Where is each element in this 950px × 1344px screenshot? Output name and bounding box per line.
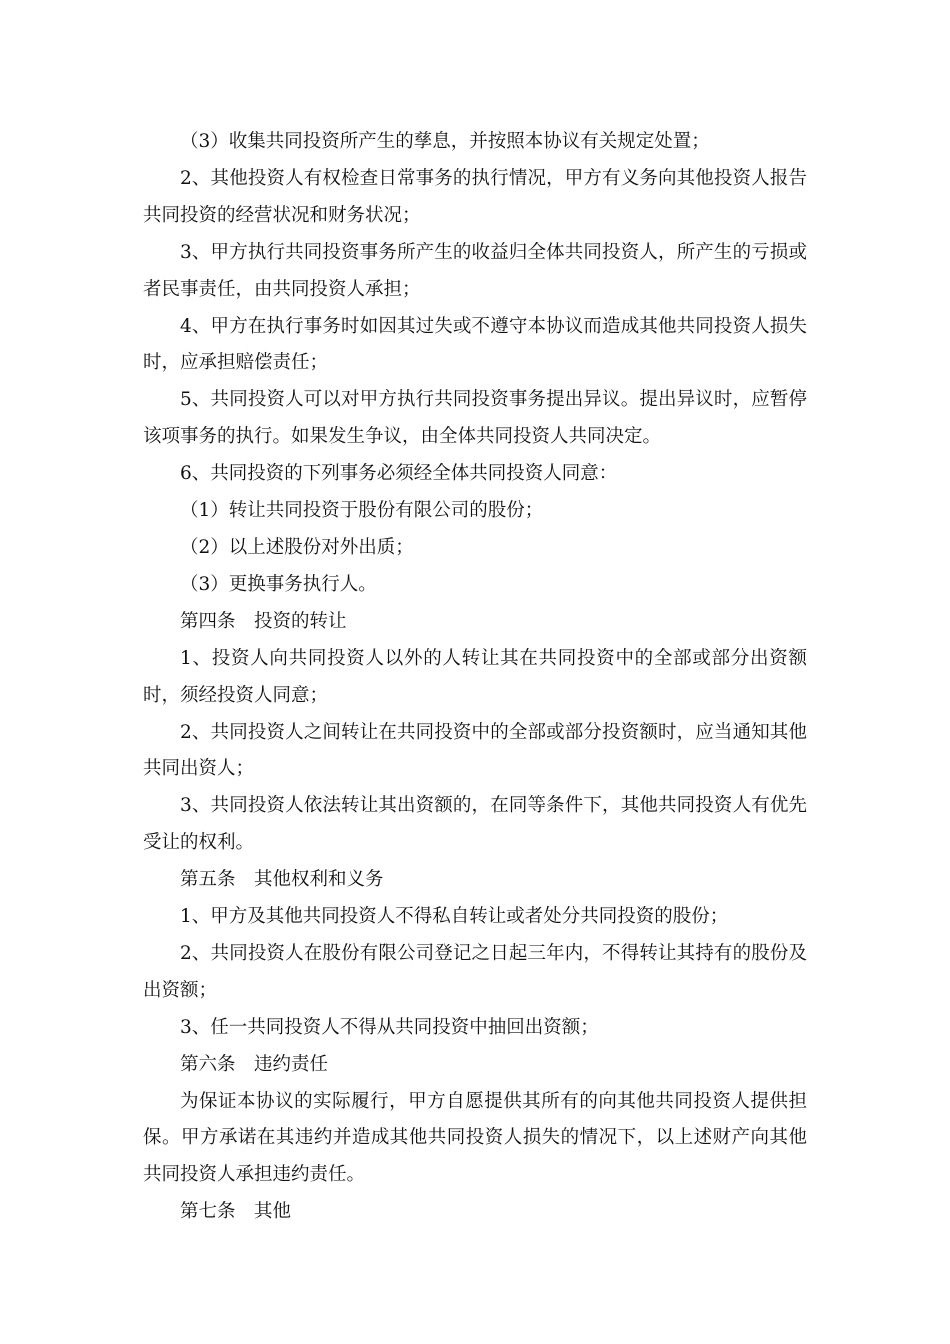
article-4-clause-1: 1、投资人向共同投资人以外的人转让其在共同投资中的全部或部分出资额时，须经投资人同意；	[143, 647, 807, 706]
document-body	[143, 124, 807, 1231]
article-4-clause-2: 2、共同投资人之间转让在共同投资中的全部或部分投资额时，应当通知其他共同出资人；	[143, 721, 807, 780]
clause-item-3-collect-interest: （3）收集共同投资所产生的孳息，并按照本协议有关规定处置；	[180, 131, 710, 152]
article-5-heading: 第五条 其他权利和义务	[180, 869, 384, 891]
article-5-clause-2: 2、共同投资人在股份有限公司登记之日起三年内，不得转让其持有的股份及出资额；	[143, 942, 807, 1001]
clause-5-objection: 5、共同投资人可以对甲方执行共同投资事务提出异议。提出异议时，应暂停该项事务的执行。如果发生争议，由全体共同投资人共同决定。	[143, 389, 807, 448]
article-6-body: 为保证本协议的实际履行，甲方自愿提供其所有的向其他共同投资人提供担保。甲方承诺在其违约并造成其他共同投资人损失的情况下，以上述财产向其他共同投资人承担违约责任。	[143, 1090, 807, 1186]
article-7-heading: 第七条 其他	[180, 1201, 292, 1223]
clause-3-income-and-loss: 3、甲方执行共同投资事务所产生的收益归全体共同投资人，所产生的亏损或者民事责任，由共同投资人承担；	[143, 241, 807, 300]
clause-6-item-2: （2）以上述股份对外出质；	[180, 536, 414, 558]
article-5-clause-3: 3、任一共同投资人不得从共同投资中抽回出资额；	[180, 1016, 599, 1038]
article-4-heading: 第四条 投资的转让	[180, 610, 347, 632]
article-6-heading: 第六条 违约责任	[180, 1053, 329, 1075]
clause-6-unanimous-consent: 6、共同投资的下列事务必须经全体共同投资人同意：	[180, 463, 618, 485]
article-4-clause-3: 3、共同投资人依法转让其出资额的，在同等条件下，其他共同投资人有优先受让的权利。	[143, 795, 807, 854]
clause-6-item-1: （1）转让共同投资于股份有限公司的股份；	[180, 500, 544, 522]
clause-6-item-3: （3）更换事务执行人。	[180, 573, 377, 595]
clause-2-inspection-rights: 2、其他投资人有权检查日常事务的执行情况，甲方有义务向其他投资人报告共同投资的经营状况和财务状况；	[143, 167, 807, 226]
article-5-clause-1: 1、甲方及其他共同投资人不得私自转让或者处分共同投资的股份；	[180, 906, 729, 928]
clause-4-compensation: 4、甲方在执行事务时如因其过失或不遵守本协议而造成其他共同投资人损失时，应承担赔偿责任；	[143, 315, 807, 374]
